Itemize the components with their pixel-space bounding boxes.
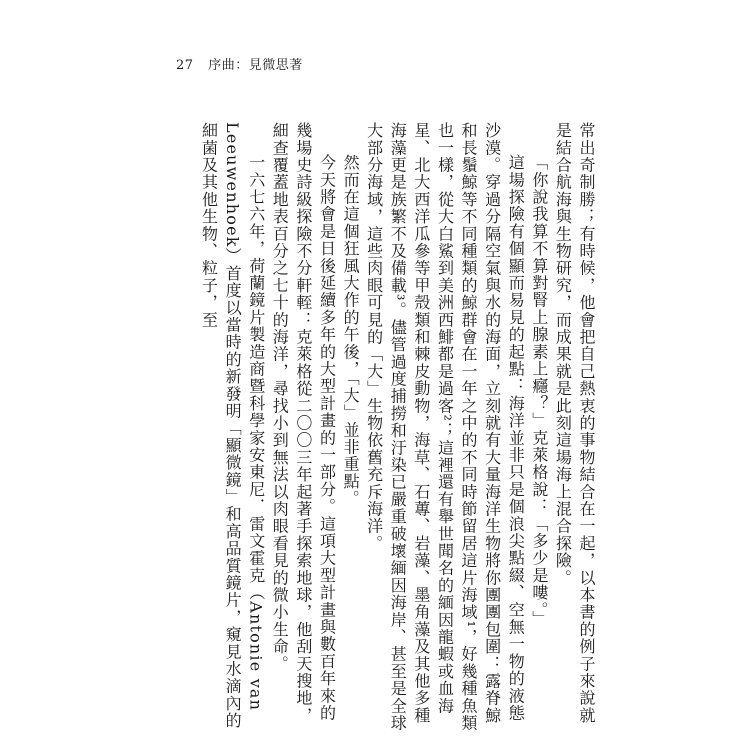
paragraph: 然而在這個狂風大作的午後，「大」並非重點。 [341, 154, 361, 508]
running-header [176, 54, 303, 73]
paragraph: 今天將會是日後延續多年的大型計畫的一部分。這項大型計畫與數百年來的幾場史詩級探險不分軒輊：克萊格從二〇〇三年起著手探索地球，他刮天搜地，細查覆蓋地表百分之七十的海洋，尋找小到無法以肉眼看見的微小生命。 [270, 122, 337, 724]
paragraph: 這場探險有個顯而易見的起點：海洋並非只是個浪尖點綴、空無一物的液態沙漠。穿過分隔空氣與水的海面，立刻就有大量海洋生物將你團團包圍：露脊鯨和長鬚鯨等不同種類的鯨群會在一年之中的不同時節留居這片海域¹，好幾種魚類也一樣，從大白鯊到美洲西鯡都是過客²；這裡還有舉世聞名的緬因龍蝦或血海星、北大西洋瓜參等甲殼類和棘皮動物，海草、石蓴、岩藻、墨角藻及其他多種海藻更是族繁不及備載³。儘管過度捕撈和汙染已嚴重破壞緬因海岸、甚至是全球大部分海域，這些肉眼可見的「大」生物依舊充斥海洋。 [364, 122, 526, 732]
paragraph: 常出奇制勝；有時候，他會把自己熱衷的事物結合在一起，以本書的例子來說就是結合航海與生物研究，而成果就是此刻這場海上混合探險。 [553, 122, 596, 724]
paragraph: 一六七六年，荷蘭鏡片製造商暨科學家安東尼．雷文霍克（Antonie van Leeuwenhoek）首度以當時的新發明「顯微鏡」和高品質鏡片，窺見水滴內的細菌及其他生物、粒子，至 [199, 122, 266, 730]
page-number: 27 [176, 58, 194, 73]
body-text [197, 122, 598, 734]
paragraph: 「你說我算不算對腎上腺素上癮？」克萊格說：「多少是嘍。」 [529, 154, 549, 628]
running-title: 序曲：見微思著 [208, 58, 303, 73]
